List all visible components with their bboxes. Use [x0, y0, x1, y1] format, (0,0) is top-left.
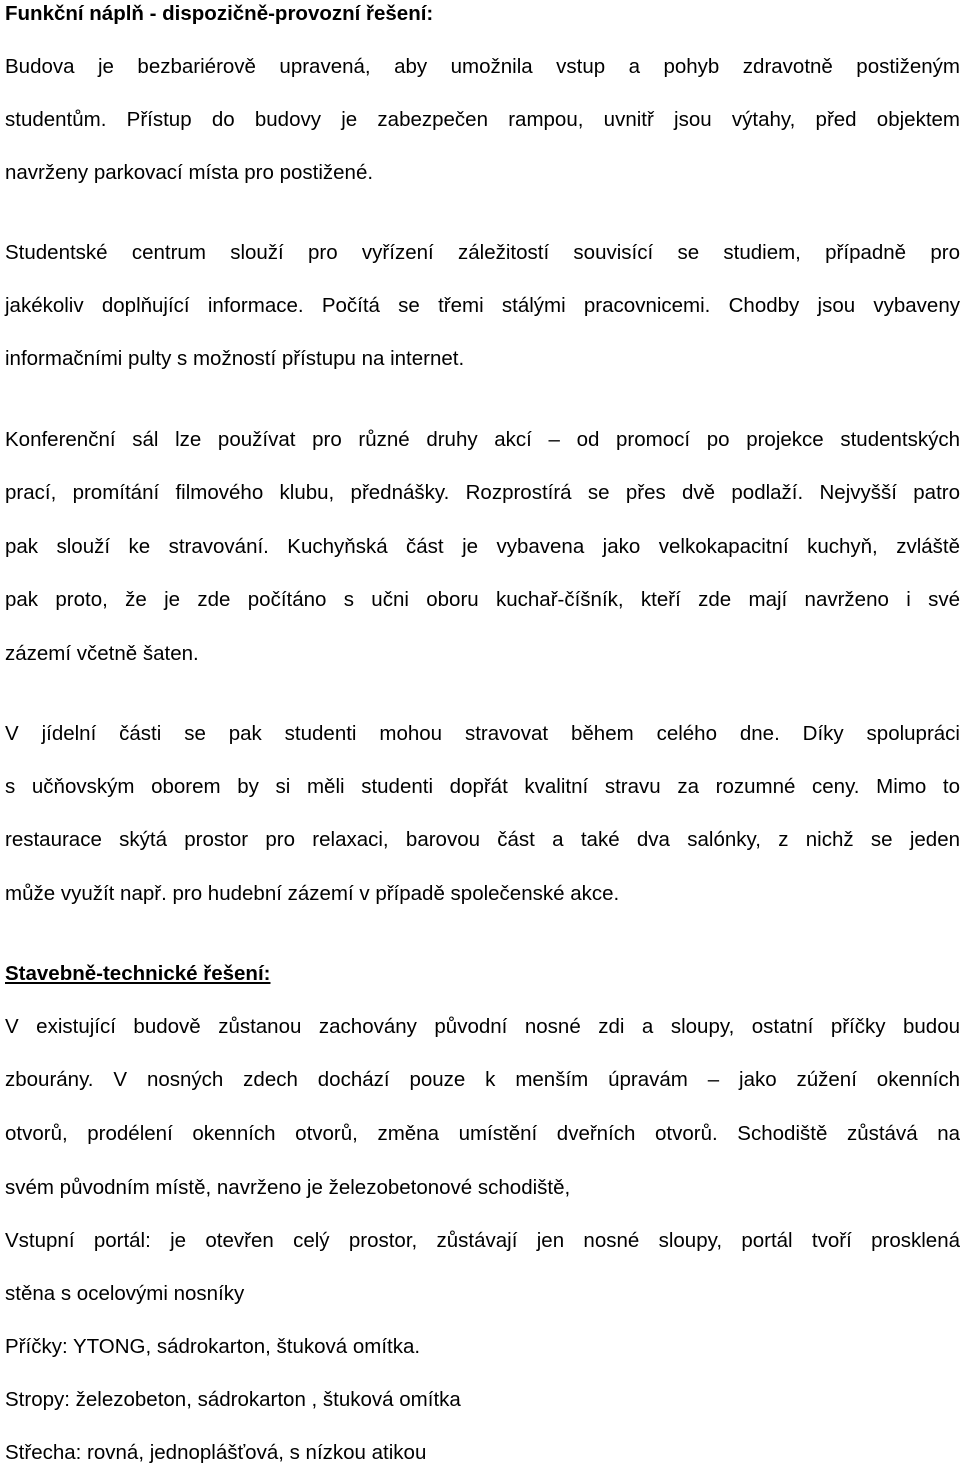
section-title-functional: Funkční náplň - dispozičně-provozní řešení:: [5, 2, 434, 25]
paragraph-line: navrženy parkovací místa pro postižené.: [5, 161, 374, 184]
paragraph-line: stěna s ocelovými nosníky: [5, 1282, 245, 1305]
paragraph-line: otvorů, prodélení okenních otvorů, změna umístění dveřních otvorů. Schodiště zůstává na: [5, 1122, 960, 1145]
paragraph-line: V existující budově zůstanou zachovány původní nosné zdi a sloupy, ostatní příčky budou: [5, 1015, 960, 1038]
paragraph-line: V jídelní části se pak studenti mohou stravovat během celého dne. Díky spolupráci: [5, 722, 960, 745]
section-title-technical: Stavebně-technické řešení:: [5, 962, 271, 985]
paragraph-line: Konferenční sál lze používat pro různé druhy akcí – od promocí po projekce studentských: [5, 428, 960, 451]
spec-item-ceilings: Stropy: železobeton, sádrokarton , štuková omítka: [5, 1388, 461, 1411]
spec-item-partitions: Příčky: YTONG, sádrokarton, štuková omítka.: [5, 1335, 421, 1358]
paragraph-line: zázemí včetně šaten.: [5, 642, 199, 665]
paragraph-line: Budova je bezbariérově upravená, aby umožnila vstup a pohyb zdravotně postiženým: [5, 55, 960, 78]
paragraph-line: jakékoliv doplňující informace. Počítá se třemi stálými pracovnicemi. Chodby jsou vybaveny: [5, 294, 960, 317]
spec-item-roof: Střecha: rovná, jednoplášťová, s nízkou atikou: [5, 1441, 427, 1464]
paragraph-line: restaurace skýtá prostor pro relaxaci, barovou část a také dva salónky, z nichž se jeden: [5, 828, 960, 851]
paragraph-line: Vstupní portál: je otevřen celý prostor, zůstávají jen nosné sloupy, portál tvoří prosklená: [5, 1229, 960, 1252]
paragraph-line: svém původním místě, navrženo je železobetonové schodiště,: [5, 1176, 571, 1199]
paragraph-line: Studentské centrum slouží pro vyřízení záležitostí souvisící se studiem, případně pro: [5, 241, 960, 264]
paragraph-line: studentům. Přístup do budovy je zabezpečen rampou, uvnitř jsou výtahy, před objektem: [5, 108, 960, 131]
paragraph-line: prací, promítání filmového klubu, přednášky. Rozprostírá se přes dvě podlaží. Nejvyšší patro: [5, 481, 960, 504]
paragraph-line: může využít např. pro hudební zázemí v případě společenské akce.: [5, 882, 620, 905]
paragraph-line: informačními pulty s možností přístupu na internet.: [5, 347, 465, 370]
paragraph-line: pak proto, že je zde počítáno s učni oboru kuchař-číšník, kteří zde mají navrženo i své: [5, 588, 960, 611]
paragraph-line: zbourány. V nosných zdech dochází pouze k menším úpravám – jako zúžení okenních: [5, 1068, 960, 1091]
paragraph-line: s učňovským oborem by si měli studenti dopřát kvalitní stravu za rozumné ceny. Mimo to: [5, 775, 960, 798]
paragraph-line: pak slouží ke stravování. Kuchyňská část je vybavena jako velkokapacitní kuchyň, zvláště: [5, 535, 960, 558]
